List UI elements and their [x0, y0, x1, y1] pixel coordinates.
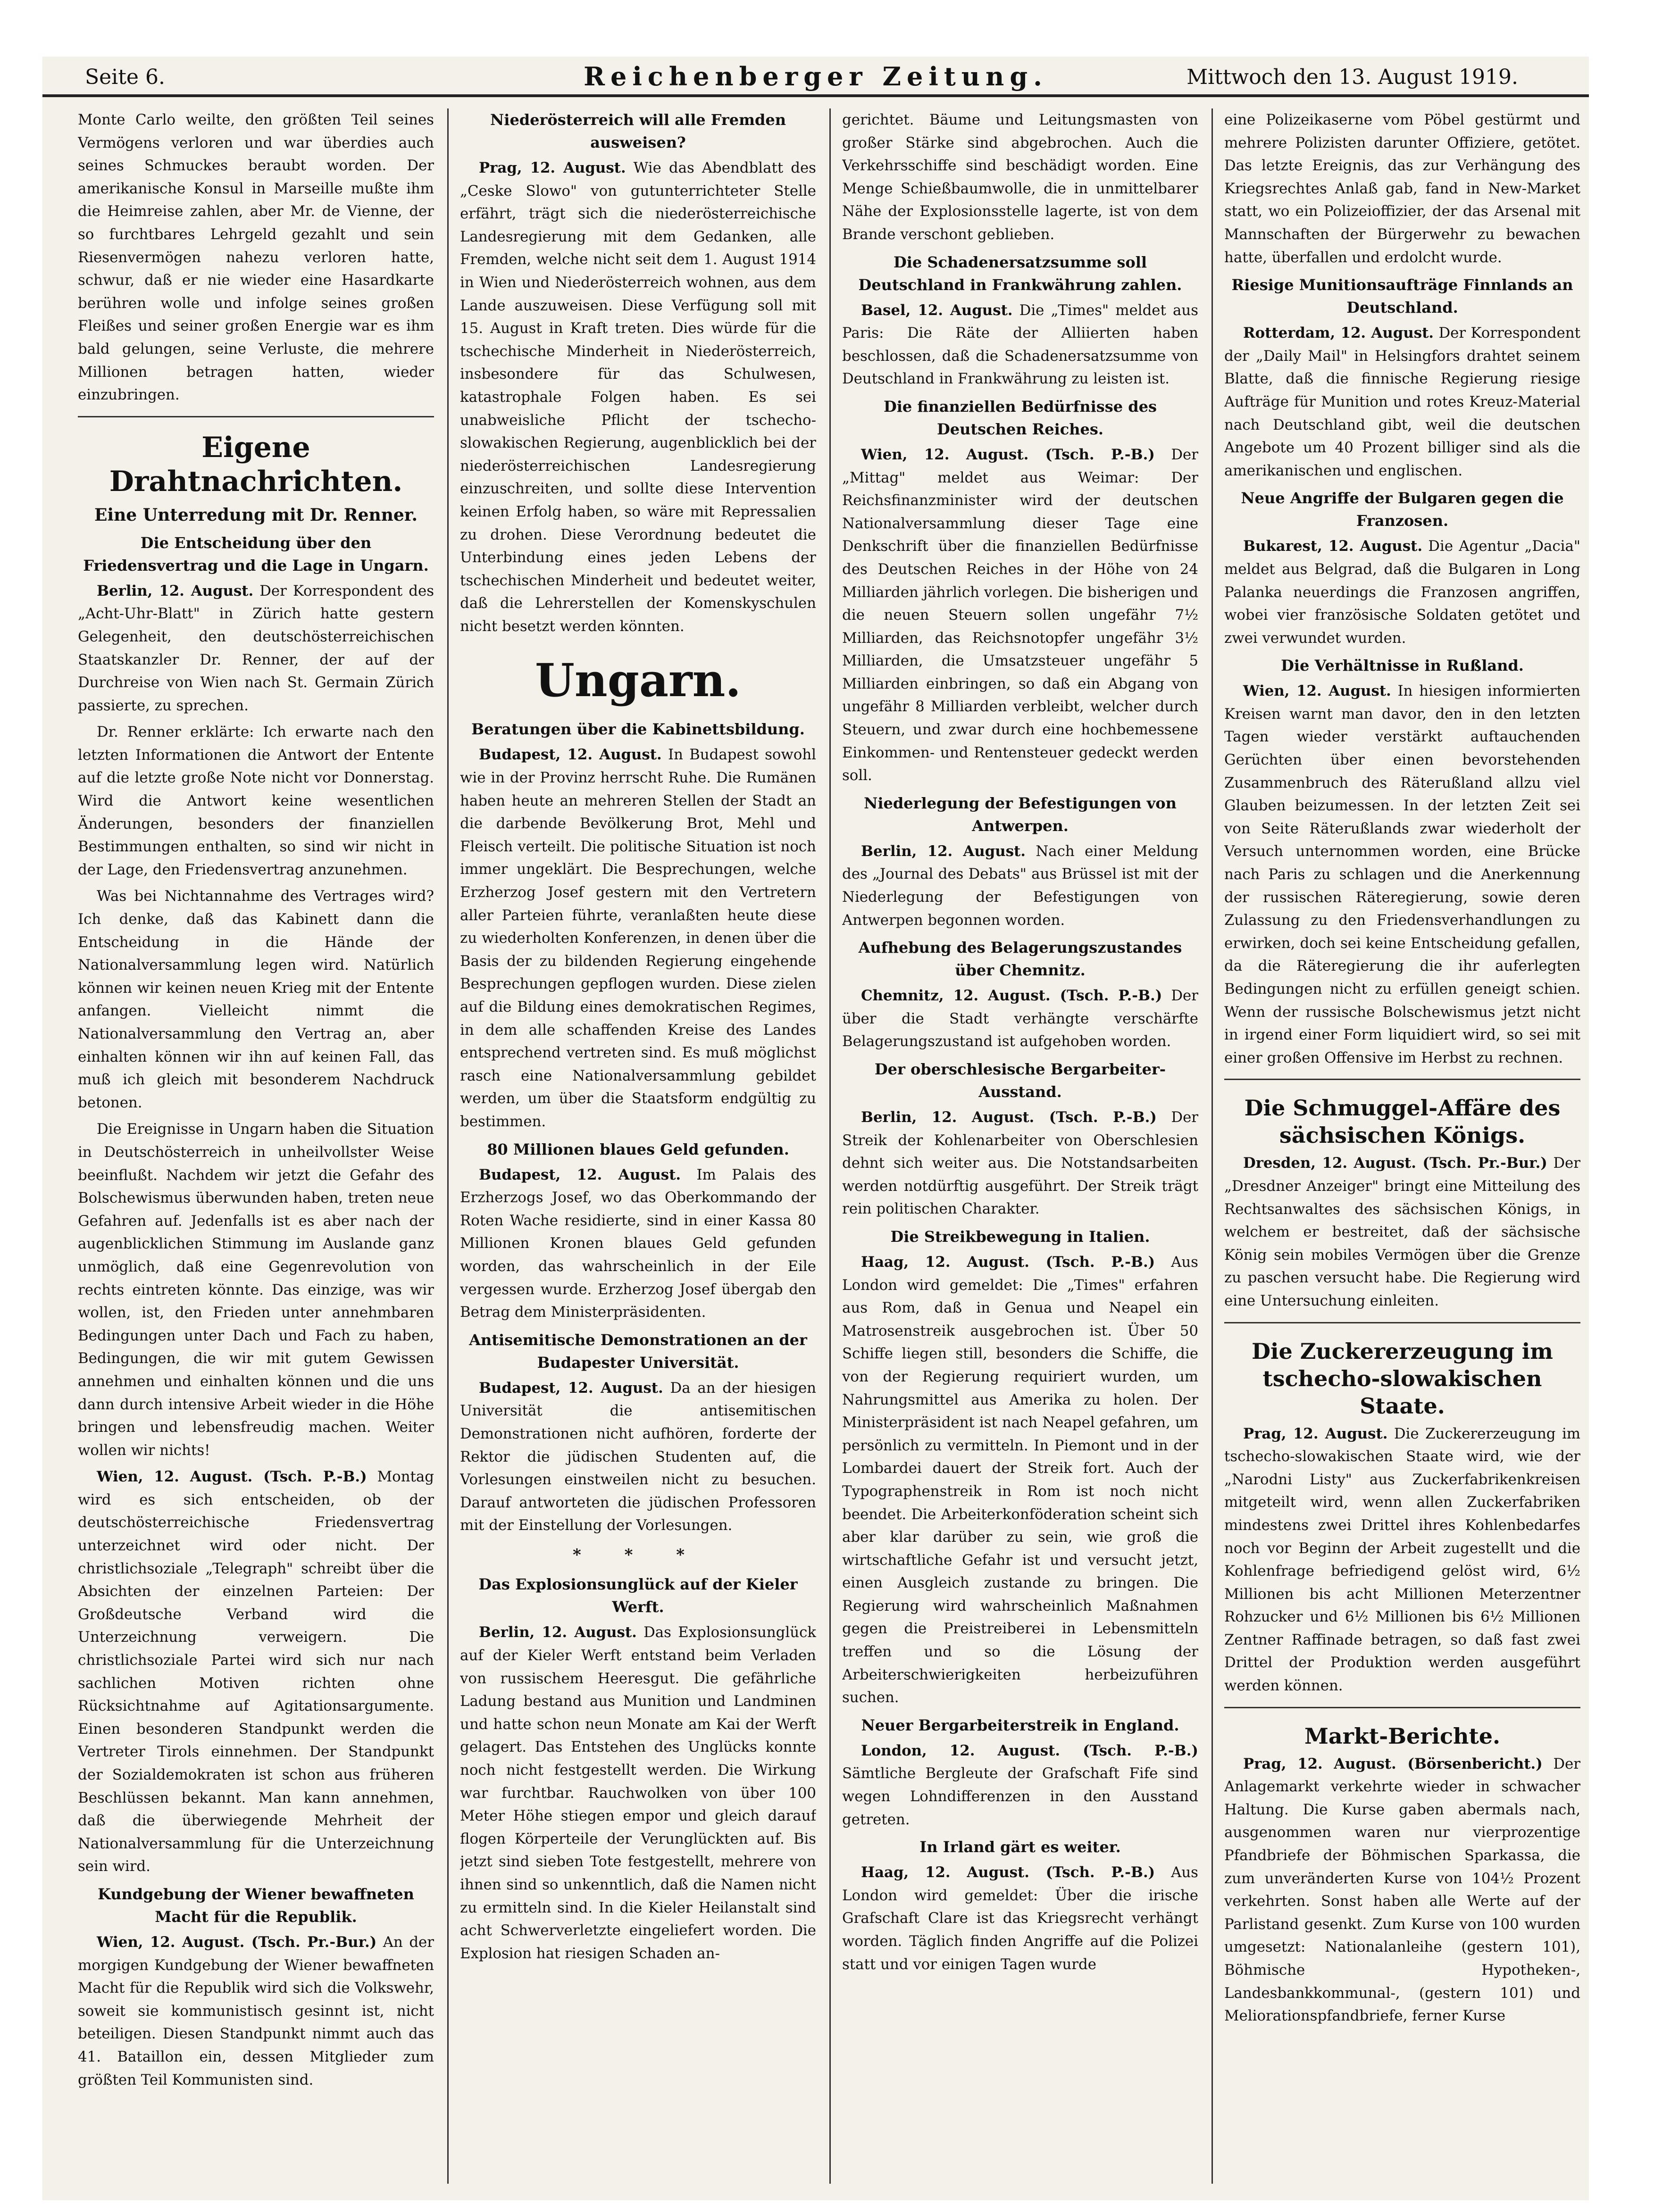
column-divider — [447, 108, 449, 2184]
article-paragraph: Haag, 12. August. (Tsch. P.-B.) Aus London wird gemeldet: Über die irische Grafschaft Clare ist das Kriegsrecht verhängt worden. Täglich finden Angriffe auf die Polizei statt und vor einigen Tagen wurde — [842, 1864, 1198, 1973]
article-paragraph: Dresden, 12. August. (Tsch. Pr.-Bur.) Der „Dresdner Anzeiger" bringt eine Mitteilung des Rechtsanwaltes des sächsischen Königs, in welchem er bestreitet, daß der sächsische König sein mobiles Vermögen über die Grenze zu paschen versucht habe. Die Regierung wird eine Untersuchung einleiten. — [1224, 1155, 1580, 1309]
article-headline: Eine Unterredung mit Dr. Renner. — [94, 505, 418, 525]
dateline: Berlin, 12. August. — [861, 842, 1026, 860]
article-paragraph: Wien, 12. August. In hiesigen informierten Kreisen warnt man davor, den in den letzten Tagen wieder verstärkt auftauchenden Gerüchten über einen bevorstehenden Zusammenbruch des Räterußland allzu viel Glauben beizumessen. In der letzten Zeit sei von Seite Räterußlands zwar wiederholt der Versuch unternommen worden, eine Brücke nach Paris zu schlagen und die Anerkennung der russischen Räteregierung, sowie deren Zulassung zu den Friedensverhandlungen zu erwirken, doch sei keine Entscheidung gefallen, da die Räteregierung die ihr auferlegten Bedingungen nicht zu erfüllen geneigt schien. Wenn der russische Bolschewismus jetzt nicht in irgend einer Form liquidiert wird, so sei mit einer großen Offensive im Herbst zu rechnen. — [1224, 682, 1580, 1066]
article-paragraph: Budapest, 12. August. Im Palais des Erzherzogs Josef, wo das Oberkommando der Roten Wache residierte, sind in einer Kassa 80 Millionen Kronen blaues Geld gefunden worden, das wahrscheinlich in der Eile vergessen wurde. Erzherzog Josef übergab den Betrag dem Ministerpräsidenten. — [460, 1166, 816, 1321]
article-paragraph: Bukarest, 12. August. Die Agentur „Dacia" meldet aus Belgrad, daß die Bulgaren in Long Palanka neuerdings die Franzosen angriffen, wobei vier französische Soldaten getötet und zwei verwundet wurden. — [1224, 538, 1580, 647]
newspaper-title: Reichenberger Zeitung. — [584, 61, 1048, 91]
dateline: Haag, 12. August. (Tsch. P.-B.) — [861, 1253, 1155, 1271]
article-headline: Das Explosionsunglück auf der Kieler Werft. — [478, 1575, 798, 1616]
article-headline: Aufhebung des Belagerungszustandes über Chemnitz. — [858, 939, 1182, 980]
dateline: Budapest, 12. August. — [479, 1166, 681, 1183]
column-4 — [1224, 108, 1580, 2184]
dateline: Prag, 12. August. — [1243, 1425, 1388, 1442]
article-continuation: eine Polizeikaserne vom Pöbel gestürmt und mehrere Polizisten darunter Offiziere, getötet. Das letzte Ereignis, das zur Verhängung des Kriegsrechtes Anlaß gab, fand in New-Market statt, wo ein Polizeioffizier, der das Arsenal mit Mannschaften der Bürgerwehr zu bewachen hatte, überfallen und erdolcht wurde. — [1224, 111, 1580, 266]
section-heading: Die Zuckererzeugung im tschecho-slowakischen Staate. — [1252, 1338, 1553, 1419]
article-paragraph: Berlin, 12. August. Das Explosionsunglück auf der Kieler Werft entstand beim Verladen von russischem Heeresgut. Die gefährliche Ladung bestand aus Munition und Landminen und hatte schon neun Monate am Kai der Werft gelagert. Das Entstehen des Unglücks konnte noch nicht festgestellt werden. Die Wirkung war furchtbar. Rauchwolken von über 100 Meter Höhe stiegen empor und gleich darauf flogen Körperteile der Verunglückten auf. Bis jetzt sind sieben Tote festgestellt, mehrere von ihnen sind so unkenntlich, daß die Namen nicht zu ermitteln sind. In die Kieler Heilanstalt sind acht Schwerverletzte eingeliefert worden. Die Explosion hat riesigen Schaden an- — [460, 1624, 816, 1962]
article-headline: Die Verhältnisse in Rußland. — [1281, 657, 1524, 675]
dateline: Rotterdam, 12. August. — [1243, 324, 1434, 342]
article-continuation: gerichtet. Bäume und Leitungsmasten von großer Stärke sind abgebrochen. Auch die Verkehrsschiffe sind beschädigt worden. Eine Menge Schießbaumwolle, die in unmittelbarer Nähe der Explosionsstelle lagerte, ist von dem Brande verschont geblieben. — [842, 111, 1198, 243]
dateline: Wien, 12. August. — [1243, 682, 1391, 700]
article-headline: 80 Millionen blaues Geld gefunden. — [487, 1140, 789, 1158]
dateline: Haag, 12. August. (Tsch. P.-B.) — [861, 1864, 1155, 1881]
article-headline: Kundgebung der Wiener bewaffneten Macht für die Republik. — [98, 1885, 414, 1926]
dateline: Budapest, 12. August. — [479, 1379, 663, 1397]
dateline: Bukarest, 12. August. — [1243, 538, 1423, 555]
dateline: Chemnitz, 12. August. (Tsch. P.-B.) — [861, 987, 1162, 1005]
article-headline: In Irland gärt es weiter. — [919, 1838, 1121, 1856]
section-heading: Ungarn. — [535, 654, 741, 707]
article-paragraph: Rotterdam, 12. August. Der Korrespondent der „Daily Mail" in Helsingfors drahtet seinem Blatte, daß die finnische Regierung riesige Aufträge für Munition und rotes Kreuz-Material nach Deutschland gibt, weil die deutschen Angebote um 40 Prozent billiger sind als die amerikanischen und englischen. — [1224, 324, 1580, 479]
dateline: Wien, 12. August. (Tsch. P.-B.) — [861, 446, 1155, 463]
dateline: Wien, 12. August. (Tsch. Pr.-Bur.) — [97, 1933, 377, 1951]
article-headline: Die finanziellen Bedürfnisse des Deutschen Reiches. — [883, 397, 1157, 438]
article-headline: Neue Angriffe der Bulgaren gegen die Franzosen. — [1241, 489, 1564, 530]
section-rule — [1224, 1079, 1580, 1080]
article-headline: Antisemitische Demonstrationen an der Budapester Universität. — [469, 1331, 807, 1372]
dateline: Budapest, 12. August. — [479, 746, 662, 764]
article-headline: Der oberschlesische Bergarbeiter-Ausstand. — [874, 1060, 1166, 1101]
article-paragraph: Budapest, 12. August. In Budapest sowohl wie in der Provinz herrscht Ruhe. Die Rumänen haben heute an mehreren Stellen der Stadt an die darbende Bevölkerung Brot, Mehl und Fleisch verteilt. Die politische Situation ist noch immer ungeklärt. Die Besprechungen, welche Erzherzog Josef gestern mit den Vertretern aller Parteien führte, veranlaßten heute diese zu wiederholten Konferenzen, in denen über die Basis der zu bildenden Regierung eingehende Besprechungen gepflogen wurden. Diese zielen auf die Bildung eines demokratischen Regimes, in dem alle schaffenden Kreise des Landes entsprechend vertreten sind. Es muß möglichst rasch eine Nationalversammlung gebildet werden, um über die Staatsform endgültig zu bestimmen. — [460, 746, 816, 1130]
article-headline: Beratungen über die Kabinettsbildung. — [471, 720, 805, 739]
column-divider — [829, 108, 831, 2184]
article-paragraph: Prag, 12. August. Die Zuckererzeugung im tschecho-slowakischen Staate wird, wie der „Narodni Listy" aus Zuckerfabrikenkreisen mitgeteilt wird, wenn allen Zuckerfabriken mindestens zwei Drittel ihres Kohlenbedarfes noch vor Beginn der Arbeit zugestellt und die Kohlenfrage befriedigend gelöst wird, 6½ Millionen bis acht Millionen Meterzentner Rohzucker und 6½ Millionen bis 6½ Millionen Zentner Raffinade betragen, so daß fast zwei Drittel der Produktion werden ausgeführt werden können. — [1224, 1425, 1580, 1695]
article-paragraph: Prag, 12. August. Wie das Abendblatt des „Ceske Slowo" von gutunterrichteter Stelle erfährt, trägt sich die niederösterreichische Landesregierung mit dem Gedanken, alle Fremden, welche nicht seit dem 1. August 1914 in Wien und Niederösterreich wohnen, aus dem Lande auszuweisen. Diese Verfügung soll mit 15. August in Kraft treten. Dies würde für die tschechische Minderheit in Niederösterreich, insbesondere für das Schulwesen, katastrophale Folgen haben. Es sei unabweisliche Pflicht der tschecho-slowakischen Regierung, augenblicklich bei der niederösterreichischen Landesregierung einzuschreiten, und sollte diese Intervention keinen Erfolg haben, so wäre mit Repressalien zu drohen. Diese Verordnung bedeutet die Unterbindung eines jeden Lebens der tschechischen Minderheit und bedeutet weiter, daß die Lehrerstellen der Komenskyschulen nicht besetzt werden könnten. — [460, 159, 816, 635]
article-paragraph: Haag, 12. August. (Tsch. P.-B.) Aus London wird gemeldet: Die „Times" erfahren aus Rom, daß in Genua und Neapel ein Matrosenstreik ausgebrochen ist. Über 50 Schiffe liegen still, besonders die Schiffe, die von der Regierung requiriert wurden, um Nahrungsmittel aus Amerika zu holen. Der Ministerpräsident ist nach Neapel gefahren, um persönlich zu vermitteln. In Piemont und in der Lombardei dauert der Streik fort. Auch der Typographenstreik in Rom ist noch nicht beendet. Die Arbeiterkonföderation scheint sich aber klar darüber zu sein, wie groß die wirtschaftliche Gefahr ist und versucht jetzt, einen Ausgleich zustande zu bringen. Die Regierung wird wahrscheinlich Maßnahmen gegen die Preistreiberei in Lebensmitteln treffen und so die Lösung der Arbeiterschwierigkeiten herbeizuführen suchen. — [842, 1253, 1198, 1706]
dateline: Berlin, 12. August. — [97, 582, 254, 599]
article-paragraph: Berlin, 12. August. (Tsch. P.-B.) Der Streik der Kohlenarbeiter von Oberschlesien dehnt sich weiter aus. Die Notstandsarbeiten werden notdürftig ausgeführt. Der Streik trägt rein politischen Charakter. — [842, 1109, 1198, 1218]
newspaper-page — [42, 57, 1589, 2200]
article-headline: Neuer Bergarbeiterstreik in England. — [861, 1716, 1179, 1734]
section-rule — [1224, 1322, 1580, 1323]
section-rule — [1224, 1707, 1580, 1708]
article-paragraph: Was bei Nichtannahme des Vertrages wird? Ich denke, daß das Kabinett dann die Entscheidung in die Hände der Nationalversammlung legen wird. Natürlich können wir keinen neuen Krieg mit der Entente anfangen. Vielleicht nimmt die Nationalversammlung den Vertrag an, aber einhalten können wir ihn auf keinen Fall, das muß ich gleich mit besonderem Nachdruck betonen. — [78, 888, 434, 1111]
dateline: Dresden, 12. August. (Tsch. Pr.-Bur.) — [1243, 1155, 1547, 1172]
article-headline: Die Streikbewegung in Italien. — [890, 1227, 1150, 1246]
column-3 — [842, 108, 1198, 2184]
dateline: Berlin, 12. August. (Tsch. P.-B.) — [861, 1109, 1157, 1126]
dateline: Basel, 12. August. — [861, 301, 1013, 319]
section-rule — [78, 416, 434, 417]
article-continuation: Monte Carlo weilte, den größten Teil seines Vermögens verloren und war überdies auch seines Schmuckes beraubt worden. Der amerikanische Konsul in Marseille mußte ihm die Heimreise zahlen, aber Mr. de Vienne, der so furchtbares Lehrgeld gezahlt und sein Riesenvermögen nahezu verloren hatte, schwur, daß er nie wieder eine Hasardkarte berühren wolle und infolge seines großen Fleißes und seiner großen Energie war es ihm bald gelungen, seine Verluste, die mehrere Millionen betragen hatten, wieder einzubringen. — [78, 111, 434, 404]
section-heading: Markt-Berichte. — [1304, 1723, 1500, 1749]
article-paragraph: Wien, 12. August. (Tsch. P.-B.) Der „Mittag" meldet aus Weimar: Der Reichsfinanzminister wird der deutschen Nationalversammlung dieser Tage eine Denkschrift über die finanziellen Bedürfnisse des Deutschen Reiches in der Höhe von 24 Milliarden jährlich vorlegen. Die bisherigen und die neuen Steuern sollen ungefähr 7½ Milliarden, das Reichsnotopfer ungefähr 3½ Milliarden, die Umsatzsteuer ungefähr 5 Milliarden einbringen, so daß ein Abgang von ungefähr 8 Milliarden verbleibt, welcher durch Steuern, und zwar durch eine hochbemessene Einkommen- und Rentensteuer gedeckt werden soll. — [842, 446, 1198, 784]
article-headline: Niederösterreich will alle Fremden ausweisen? — [490, 111, 786, 151]
section-heading: Die Schmuggel-Affäre des sächsischen Königs. — [1244, 1095, 1561, 1148]
article-subheadline: Die Entscheidung über den Friedensvertrag und die Lage in Ungarn. — [83, 533, 429, 574]
dateline: London, 12. August. (Tsch. P.-B.) — [861, 1742, 1198, 1759]
article-paragraph: Berlin, 12. August. Nach einer Meldung des „Journal des Debats" aus Brüssel ist mit der Niederlegung der Befestigungen von Antwerpen begonnen worden. — [842, 842, 1198, 929]
article-paragraph: Budapest, 12. August. Da an der hiesigen Universität die antisemitischen Demonstrationen nicht aufhören, forderte der Rektor die jüdischen Studenten auf, die Vorlesungen einstweilen nicht zu besuchen. Darauf antworteten die jüdischen Professoren mit der Einstellung der Vorlesungen. — [460, 1379, 816, 1534]
article-paragraph: Dr. Renner erklärte: Ich erwarte nach den letzten Informationen die Antwort der Entente auf die letzte große Note nicht vor Donnerstag. Wird die Antwort keine wesentlichen Änderungen, besonders der finanziellen Bestimmungen enthalten, so sind wir nicht in der Lage, den Friedensvertrag anzunehmen. — [78, 723, 434, 878]
dateline: Wien, 12. August. (Tsch. P.-B.) — [97, 1468, 367, 1486]
article-paragraph: Wien, 12. August. (Tsch. P.-B.) Montag wird es sich entscheiden, ob der deutschösterreichische Friedensvertrag unterzeichnet wird oder nicht. Der christlichsoziale „Telegraph" schreibt über die Absichten der einzelnen Parteien: Der Großdeutsche Verband wird die Unterzeichnung verweigern. Die christlichsoziale Partei wird sich nur nach sachlichen Motiven richten ohne Rücksichtnahme auf Agitationsargumente. Einen besonderen Standpunkt werden die Vertreter Tirols einnehmen. Der Standpunkt der Sozialdemokraten ist schon aus früheren Beschlüssen bekannt. Man kann annehmen, daß die überwiegende Mehrheit der Nationalversammlung für die Unterzeichnung sein wird. — [78, 1468, 434, 1875]
article-paragraph: London, 12. August. (Tsch. P.-B.) Sämtliche Bergleute der Grafschaft Fife sind wegen Lohndifferenzen in den Ausstand getreten. — [842, 1742, 1198, 1828]
dateline: Prag, 12. August. (Börsenbericht.) — [1243, 1755, 1543, 1772]
page-header — [42, 57, 1589, 97]
article-paragraph: Berlin, 12. August. Der Korrespondent des „Acht-Uhr-Blatt" in Zürich hatte gestern Gelegenheit, den deutschösterreichischen Staatskanzler Dr. Renner, der auf der Durchreise von Wien nach St. Germain Zürich passierte, zu sprechen. — [78, 582, 434, 714]
article-paragraph: Wien, 12. August. (Tsch. Pr.-Bur.) An der morgigen Kundgebung der Wiener bewaffneten Macht für die Republik wird sich die Volkswehr, soweit sie kommunistisch gesinnt ist, nicht beteiligen. Diesen Standpunkt nimmt auch das 41. Bataillon ein, dessen Mitglieder zum größten Teil Kommunisten sind. — [78, 1933, 434, 2088]
dateline: Prag, 12. August. — [479, 159, 626, 176]
article-paragraph: Basel, 12. August. Die „Times" meldet aus Paris: Die Räte der Alliierten haben beschlossen, daß die Schadenersatzsumme von Deutschland in Frankwährung zu leisten ist. — [842, 301, 1198, 388]
dateline: Berlin, 12. August. — [479, 1624, 637, 1641]
section-heading: Eigene Drahtnachrichten. — [109, 431, 403, 498]
article-paragraph: Die Ereignisse in Ungarn haben die Situation in Deutschösterreich in unheilvollster Weise beeinflußt. Nachdem wir jetzt die Gefahr des Bolschewismus überwunden haben, treten neue Gefahren auf. Jedenfalls ist es aber nach der augenblicklichen Stimmung im Auslande ganz unmöglich, daß eine Gegenrevolution von rechts eintreten könnte. Das einzige, was wir wollen, ist, den Frieden unter annehmbaren Bedingungen unter Dach und Fach zu haben, Bedingungen, die wir mit gutem Gewissen annehmen und einhalten können und die uns dann durch intensive Arbeit wieder in die Höhe bringen und lebensfreudig machen. Weiter wollen wir nichts! — [78, 1121, 434, 1459]
issue-date: Mittwoch den 13. August 1919. — [1186, 65, 1518, 89]
article-paragraph: Chemnitz, 12. August. (Tsch. P.-B.) Der über die Stadt verhängte verschärfte Belagerungszustand ist aufgehoben worden. — [842, 987, 1198, 1050]
column-1 — [78, 108, 434, 2184]
page-number: Seite 6. — [85, 65, 165, 89]
article-headline: Niederlegung der Befestigungen von Antwerpen. — [864, 794, 1177, 835]
column-divider — [1211, 108, 1213, 2184]
column-2 — [460, 108, 816, 2184]
section-separator-stars: * * * — [572, 1545, 703, 1564]
article-paragraph: Prag, 12. August. (Börsenbericht.) Der Anlagemarkt verkehrte wieder in schwacher Haltung. Die Kurse gaben abermals nach, ausgenommen waren nur vierprozentige Pfandbriefe der Böhmischen Sparkassa, die zum unveränderten Kurse von 104½ Prozent verkehrten. Sonst haben alle Werte auf der Parlistand gesenkt. Zum Kurse von 100 wurden umgesetzt: Nationalanleihe (gestern 101), Böhmische Hypotheken-, Landesbankkommunal-, (gestern 101) und Meliorationspfandbriefe, ferner Kurse — [1224, 1755, 1580, 2025]
article-headline: Riesige Munitionsaufträge Finnlands an Deutschland. — [1231, 276, 1573, 317]
article-headline: Die Schadenersatzsumme soll Deutschland in Frankwährung zahlen. — [858, 253, 1182, 294]
